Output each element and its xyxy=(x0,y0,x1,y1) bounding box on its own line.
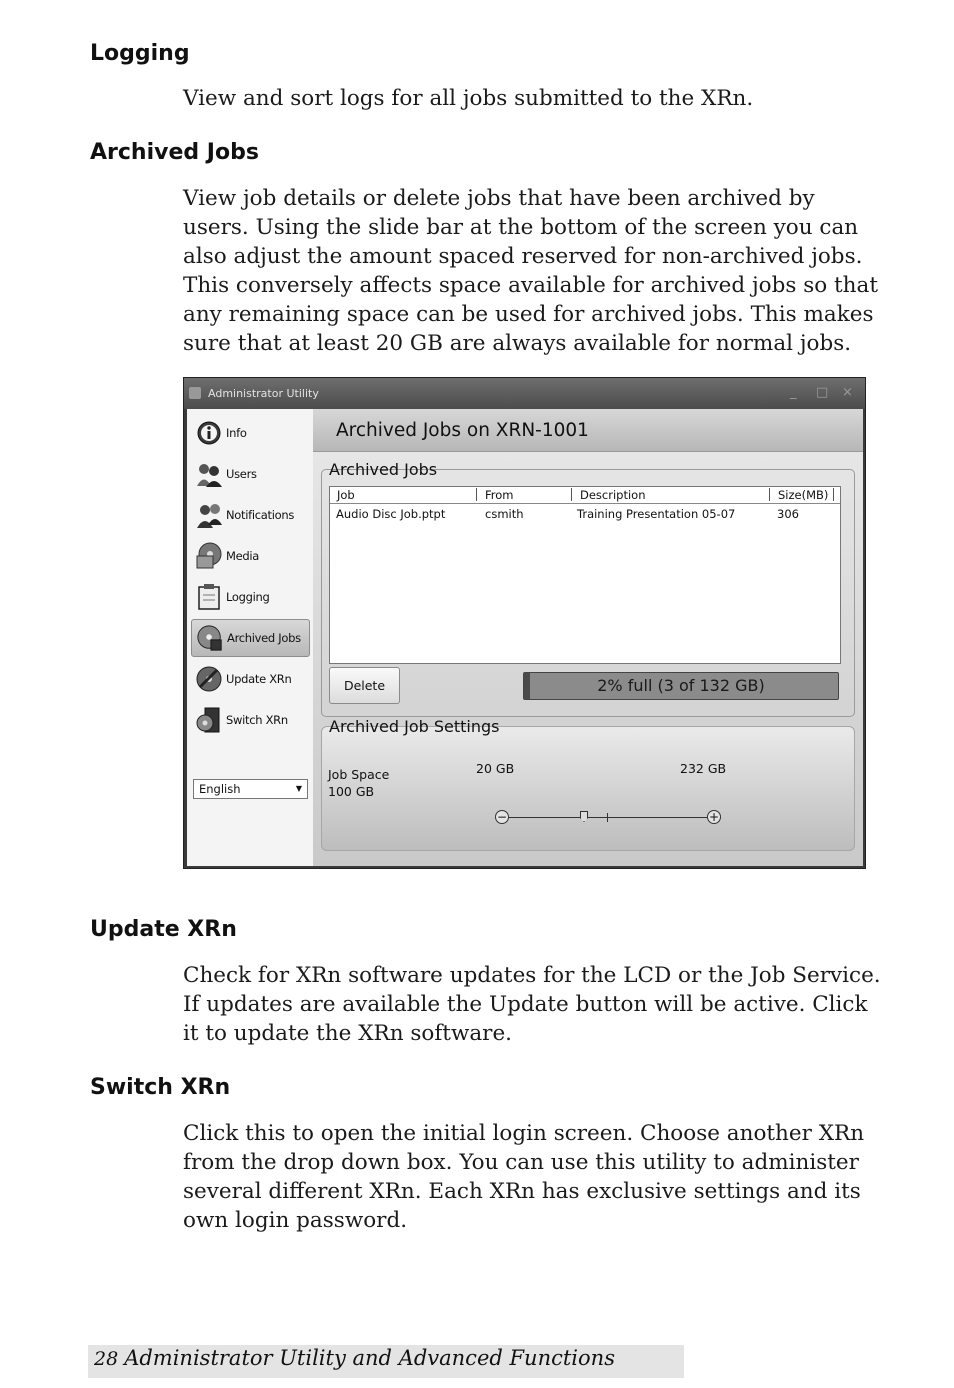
maximize-button[interactable]: □ xyxy=(816,385,829,400)
content-panel xyxy=(313,409,863,866)
sidebar-item-archived-jobs[interactable] xyxy=(191,619,310,657)
slider-increase-button[interactable]: + xyxy=(708,810,720,824)
heading-archived-jobs: Archived Jobs xyxy=(90,140,259,165)
archived-jobs-group-label: Archived Jobs xyxy=(329,460,438,479)
sidebar-item-label: Users xyxy=(226,467,257,481)
archived-jobs-table[interactable] xyxy=(329,486,841,664)
minimize-button[interactable]: _ xyxy=(790,385,797,400)
content-header xyxy=(313,409,863,452)
slider-decrease-button[interactable]: − xyxy=(496,810,508,824)
cell-from: csmith xyxy=(485,507,524,521)
paragraph-logging: View and sort logs for all jobs submitted to the XRn. xyxy=(183,86,754,111)
sidebar-item-media[interactable] xyxy=(191,537,310,575)
column-header-description[interactable]: Description xyxy=(580,488,646,502)
media-icon xyxy=(195,542,223,570)
language-value: English xyxy=(199,782,241,796)
update-icon xyxy=(195,665,223,693)
job-space-label: Job Space xyxy=(328,767,390,782)
sidebar-item-label: Media xyxy=(226,549,260,563)
sidebar-item-notifications[interactable] xyxy=(191,496,310,534)
cell-description: Training Presentation 05-07 xyxy=(577,507,736,521)
column-separator xyxy=(571,488,572,501)
users-icon xyxy=(195,460,223,488)
column-header-size[interactable]: Size(MB) xyxy=(778,488,829,502)
app-icon xyxy=(189,387,201,399)
page-title: Archived Jobs on XRN-1001 xyxy=(336,420,589,441)
job-space-value: 100 GB xyxy=(328,784,375,799)
heading-update-xrn: Update XRn xyxy=(90,917,237,942)
heading-switch-xrn: Switch XRn xyxy=(90,1075,231,1100)
footer-title: Administrator Utility and Advanced Functions xyxy=(124,1346,615,1370)
sidebar-item-label: Notifications xyxy=(226,508,295,522)
archived-jobs-icon xyxy=(196,624,224,652)
sidebar-item-logging[interactable] xyxy=(191,578,310,616)
page-number: 28 xyxy=(94,1348,119,1370)
progress-text: 2% full (3 of 132 GB) xyxy=(597,676,765,695)
table-header xyxy=(330,487,840,504)
info-icon xyxy=(195,419,223,447)
window-title: Administrator Utility xyxy=(208,387,319,400)
administrator-utility-window xyxy=(183,377,866,869)
sidebar-item-label: Info xyxy=(226,426,247,440)
slider-max-label: 232 GB xyxy=(680,761,727,776)
sidebar-item-label: Update XRn xyxy=(226,672,292,686)
close-button[interactable]: × xyxy=(842,385,853,400)
sidebar-item-label: Switch XRn xyxy=(226,713,288,727)
delete-button[interactable]: Delete xyxy=(329,667,400,704)
paragraph-archived-jobs: View job details or delete jobs that have been archived by users. Using the slide bar at the bottom of the screen you can also adjust the amount spaced reserved for non-archived jobs. This conversely affects space available for archived jobs so that any remaining space can be used for archived jobs. This makes sure that at least 20 GB are always available for normal jobs. xyxy=(183,186,878,356)
heading-logging: Logging xyxy=(90,41,190,66)
cell-size: 306 xyxy=(777,507,799,521)
sidebar-item-users[interactable] xyxy=(191,455,310,493)
archived-job-settings-group xyxy=(321,726,855,851)
paragraph-update-xrn: Check for XRn software updates for the LCD or the Job Service. If updates are available the Update button will be active. Click it to update the XRn software. xyxy=(183,963,881,1046)
cell-job: Audio Disc Job.ptpt xyxy=(336,507,446,521)
column-separator xyxy=(833,488,834,501)
column-header-from[interactable]: From xyxy=(485,488,514,502)
switch-icon xyxy=(195,706,223,734)
sidebar-item-label: Archived Jobs xyxy=(227,631,301,645)
notifications-icon xyxy=(195,501,223,529)
sidebar-item-update-xrn[interactable] xyxy=(191,660,310,698)
column-header-job[interactable]: Job xyxy=(337,488,355,502)
language-select[interactable] xyxy=(193,779,308,799)
slider-tick xyxy=(607,813,608,822)
logging-icon xyxy=(195,583,223,611)
archived-job-settings-label: Archived Job Settings xyxy=(329,717,500,736)
window-titlebar xyxy=(184,378,865,409)
slider-min-label: 20 GB xyxy=(476,761,515,776)
paragraph-switch-xrn: Click this to open the initial login screen. Choose another XRn from the drop down box. You can use this utility to administer several different XRn. Each XRn has exclusive settings and its own login password. xyxy=(183,1121,865,1233)
storage-progress-bar xyxy=(523,672,839,700)
page-footer xyxy=(94,1346,615,1370)
sidebar-item-info[interactable] xyxy=(191,414,310,452)
sidebar-item-switch-xrn[interactable] xyxy=(191,701,310,739)
column-separator xyxy=(769,488,770,501)
sidebar xyxy=(187,409,313,866)
chevron-down-icon: ▼ xyxy=(295,784,302,793)
column-separator xyxy=(476,488,477,501)
sidebar-item-label: Logging xyxy=(226,590,270,604)
